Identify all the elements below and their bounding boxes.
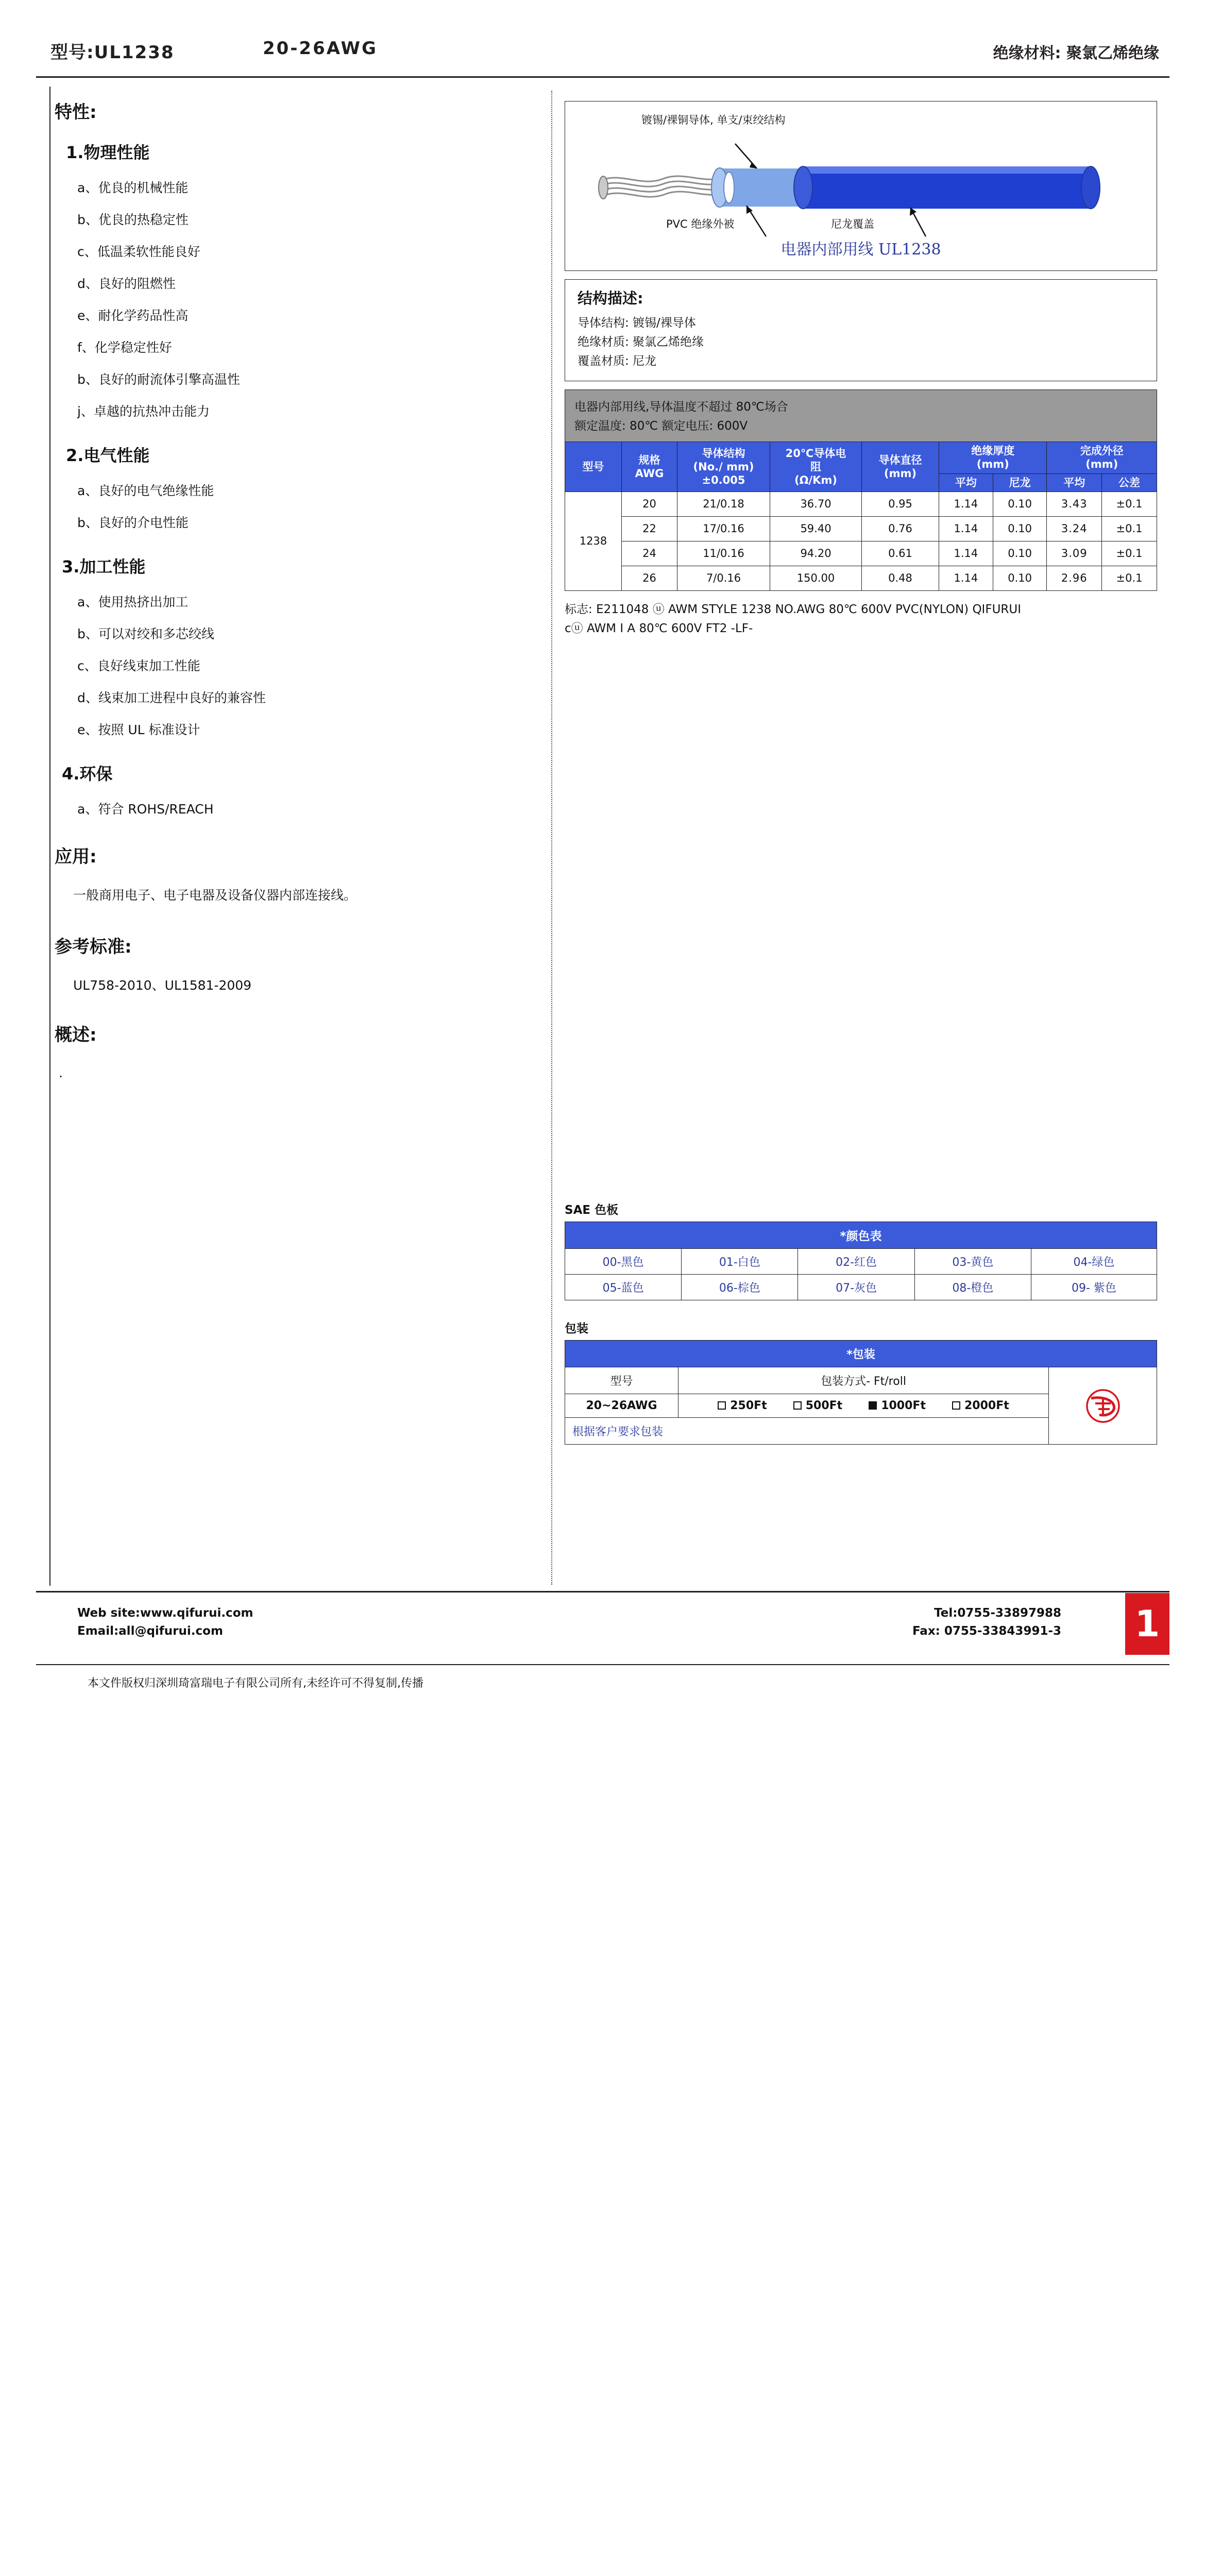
packing-option-2000[interactable]: 2000Ft [952, 1399, 1009, 1412]
table-row [565, 1367, 1157, 1394]
cell-od-tol: ±0.1 [1101, 541, 1157, 566]
structure-line: 绝缘材质: 聚氯乙烯绝缘 [578, 335, 704, 349]
list-item: e、按照 UL 标准设计 [77, 722, 200, 737]
th-construction: 导体结构 (No./ mm) ±0.005 [677, 442, 770, 492]
th-od-tol: 公差 [1101, 473, 1157, 492]
section-processing-title: 3.加工性能 [62, 557, 146, 577]
list-item: c、低温柔软性能良好 [77, 244, 200, 259]
packing-note: 根据客户要求包装 [565, 1418, 1049, 1445]
cell-avg: 1.14 [939, 492, 993, 516]
cell-od-tol: ±0.1 [1101, 516, 1157, 541]
color-cell: 00-黑色 [565, 1249, 682, 1275]
color-cell: 01-白色 [682, 1249, 798, 1275]
packing-label: 包装 [565, 1322, 588, 1335]
footer-contact-left [77, 1604, 253, 1640]
list-item: a、使用热挤出加工 [77, 595, 189, 609]
cell-diameter: 0.95 [862, 492, 939, 516]
cell-awg: 24 [622, 541, 677, 566]
cell-od-avg: 3.43 [1047, 492, 1102, 516]
color-table-title: *颜色表 [565, 1222, 1157, 1249]
page-number: 1 [1125, 1593, 1169, 1655]
footer-email[interactable]: Email:all@qifurui.com [77, 1624, 223, 1638]
section-physical-title: 1.物理性能 [66, 143, 150, 162]
marking-line-1: E211048 ⓤ AWM STYLE 1238 NO.AWG 80℃ 600V PVC(NYLON) QIFURUI [596, 602, 1022, 616]
color-table-header [565, 1222, 1157, 1249]
header-model-label: 型号: [50, 42, 94, 63]
packing-model: 20~26AWG [565, 1394, 678, 1418]
cable-caption: 电器内部用线 UL1238 [780, 241, 941, 259]
overview-dot: . [59, 1065, 63, 1080]
th-model: 型号 [565, 442, 622, 492]
cable-diagram [565, 101, 1157, 271]
cell-nylon: 0.10 [993, 516, 1047, 541]
color-cell: 05-蓝色 [565, 1275, 682, 1300]
packing-table [565, 1340, 1157, 1445]
th-resistance: 20℃导体电 阻 (Ω/Km) [770, 442, 862, 492]
structure-line: 导体结构: 镀锡/裸导体 [578, 316, 696, 330]
checkbox-checked-icon[interactable] [869, 1401, 877, 1410]
list-item: d、良好的阻燃性 [77, 276, 176, 291]
cell-awg: 22 [622, 516, 677, 541]
footer-website[interactable]: Web site:www.qifurui.com [77, 1606, 253, 1620]
list-item: j、卓越的抗热冲击能力 [77, 404, 210, 419]
color-cell: 03-黄色 [914, 1249, 1031, 1275]
cell-resistance: 94.20 [770, 541, 862, 566]
standards-text: UL758-2010、UL1581-2009 [73, 978, 252, 993]
cell-od-avg: 3.09 [1047, 541, 1102, 566]
cell-od-tol: ±0.1 [1101, 566, 1157, 590]
packing-options [678, 1394, 1049, 1418]
packing-col-way: 包装方式- Ft/roll [678, 1367, 1049, 1394]
cell-construction: 11/0.16 [677, 541, 770, 566]
section-electrical-title: 2.电气性能 [66, 446, 150, 465]
header-model-code: UL1238 [94, 42, 175, 63]
section-environment-title: 4.环保 [62, 764, 113, 784]
structure-title: 结构描述: [578, 290, 643, 307]
th-diameter: 导体直径 (mm) [862, 442, 939, 492]
checkbox-icon[interactable] [793, 1401, 802, 1410]
table-row [565, 541, 1157, 566]
table-row [565, 516, 1157, 541]
list-item: a、良好的电气绝缘性能 [77, 483, 214, 498]
list-item: c、良好线束加工性能 [77, 658, 200, 673]
cell-diameter: 0.61 [862, 541, 939, 566]
ratings-line-1: 电器内部用线,导体温度不超过 80℃场合 [574, 400, 788, 414]
cell-nylon: 0.10 [993, 566, 1047, 590]
list-item: e、耐化学药品性高 [77, 308, 189, 323]
company-logo-cell [1049, 1367, 1157, 1445]
header-model [50, 38, 175, 63]
label-conductor: 镀锡/裸铜导体, 单支/束绞结构 [641, 114, 786, 126]
cell-awg: 20 [622, 492, 677, 516]
sae-section [565, 1200, 1157, 1300]
structure-line: 覆盖材质: 尼龙 [578, 354, 657, 368]
cell-diameter: 0.76 [862, 516, 939, 541]
th-avg: 平均 [939, 473, 993, 492]
marking-line-2: cⓤ AWM I A 80℃ 600V FT2 -LF- [565, 621, 753, 635]
cell-resistance: 150.00 [770, 566, 862, 590]
th-od-avg: 平均 [1047, 473, 1102, 492]
cell-avg: 1.14 [939, 541, 993, 566]
cell-construction: 7/0.16 [677, 566, 770, 590]
cell-avg: 1.14 [939, 516, 993, 541]
application-text: 一般商用电子、电子电器及设备仪器内部连接线。 [73, 888, 357, 903]
structure-box [565, 279, 1157, 381]
checkbox-icon[interactable] [952, 1401, 960, 1410]
marking-label: 标志: [565, 602, 592, 616]
packing-option-1000[interactable]: 1000Ft [869, 1399, 926, 1412]
list-item: f、化学稳定性好 [77, 340, 172, 355]
packing-option-250[interactable]: 250Ft [718, 1399, 767, 1412]
overview-title: 概述: [55, 1025, 97, 1045]
table-row [565, 1275, 1157, 1300]
footer-contact-right [912, 1604, 1061, 1640]
color-cell: 09- 紫色 [1031, 1275, 1157, 1300]
standards-title: 参考标准: [55, 937, 132, 957]
cell-od-tol: ±0.1 [1101, 492, 1157, 516]
cell-resistance: 36.70 [770, 492, 862, 516]
cell-avg: 1.14 [939, 566, 993, 590]
cell-resistance: 59.40 [770, 516, 862, 541]
th-outer-diameter: 完成外径 (mm) [1047, 442, 1157, 474]
packing-table-title: *包装 [565, 1341, 1157, 1367]
color-cell: 04-绿色 [1031, 1249, 1157, 1275]
th-nylon: 尼龙 [993, 473, 1047, 492]
list-item: b、优良的热稳定性 [77, 212, 189, 227]
color-cell: 08-橙色 [914, 1275, 1031, 1300]
color-cell: 07-灰色 [798, 1275, 914, 1300]
left-column [55, 98, 539, 1080]
color-cell: 06-棕色 [682, 1275, 798, 1300]
packing-section [565, 1319, 1157, 1445]
footer-divider [36, 1591, 1169, 1592]
ratings-line-2: 额定温度: 80℃ 额定电压: 600V [574, 419, 748, 433]
list-item: a、符合 ROHS/REACH [77, 802, 214, 817]
cell-nylon: 0.10 [993, 492, 1047, 516]
cell-construction: 21/0.18 [677, 492, 770, 516]
color-table [565, 1222, 1157, 1300]
sae-label: SAE 色板 [565, 1204, 619, 1217]
label-nylon: 尼龙覆盖 [831, 218, 874, 230]
packing-table-header [565, 1341, 1157, 1367]
table-row [565, 492, 1157, 516]
page-footer [36, 1597, 1169, 1674]
list-item: b、良好的介电性能 [77, 515, 189, 530]
qifurui-logo-icon [1080, 1388, 1126, 1424]
list-item: b、可以对绞和多芯绞线 [77, 626, 214, 641]
table-row [565, 1249, 1157, 1275]
marking-block [565, 600, 1157, 638]
list-item: a、优良的机械性能 [77, 180, 189, 195]
footer-divider-2 [36, 1664, 1169, 1665]
header-divider [36, 76, 1169, 78]
cell-od-avg: 2.96 [1047, 566, 1102, 590]
checkbox-icon[interactable] [718, 1401, 726, 1410]
copyright-text: 本文件版权归深圳琦富瑞电子有限公司所有,未经许可不得复制,传播 [88, 1677, 423, 1690]
cell-construction: 17/0.16 [677, 516, 770, 541]
column-divider [551, 91, 552, 1585]
cell-nylon: 0.10 [993, 541, 1047, 566]
cell-awg: 26 [622, 566, 677, 590]
table-row [565, 566, 1157, 590]
application-title: 应用: [55, 846, 97, 867]
label-pvc: PVC 绝缘外被 [666, 218, 735, 230]
footer-fax: Fax: 0755-33843991-3 [912, 1624, 1061, 1638]
list-item: d、线束加工进程中良好的兼容性 [77, 690, 266, 705]
header-insulation: 绝缘材料: 聚氯乙烯绝缘 [993, 44, 1159, 62]
header-awg: 20-26AWG [263, 38, 378, 59]
packing-col-model: 型号 [565, 1367, 678, 1394]
spec-header-row [565, 442, 1157, 474]
th-insulation-thickness: 绝缘厚度 (mm) [939, 442, 1047, 474]
list-item: b、良好的耐流体引擎高温性 [77, 372, 240, 387]
spec-table [565, 442, 1157, 591]
color-cell: 02-红色 [798, 1249, 914, 1275]
footer-tel: Tel:0755-33897988 [934, 1606, 1061, 1620]
th-awg: 规格 AWG [622, 442, 677, 492]
features-title: 特性: [55, 102, 97, 123]
cell-model: 1238 [565, 492, 622, 590]
cell-od-avg: 3.24 [1047, 516, 1102, 541]
packing-option-500[interactable]: 500Ft [793, 1399, 842, 1412]
ratings-bar [565, 389, 1157, 442]
cell-diameter: 0.48 [862, 566, 939, 590]
right-column [565, 101, 1157, 638]
page-header [36, 36, 1169, 70]
